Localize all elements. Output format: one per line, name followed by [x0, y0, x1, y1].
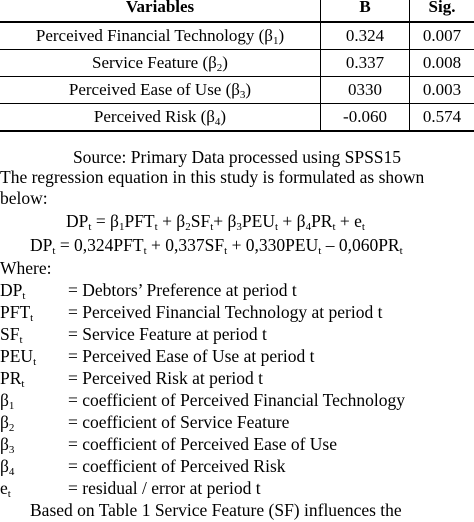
paragraph-line: below:	[0, 188, 48, 208]
table-header-row	[0, 0, 474, 22]
sig-cell: 0.574	[410, 104, 474, 132]
variable-cell: Perceived Ease of Use $(\beta_3)$	[0, 77, 321, 104]
header-sig: Sig.	[410, 0, 474, 22]
b-cell: 0.324	[321, 22, 410, 50]
header-b: B	[321, 0, 410, 22]
sig-cell: 0.008	[410, 50, 474, 77]
b-cell: 0.337	[321, 50, 410, 77]
where-label: Where:	[0, 258, 52, 278]
table-source-note: Source: Primary Data processed using SPSS15	[72, 147, 402, 167]
table-row	[0, 22, 474, 50]
variable-cell: Perceived Risk $(\beta_4)$	[0, 104, 321, 132]
paragraph-line: The regression equation in this study is formulated as shown	[0, 167, 425, 187]
sig-cell: 0.003	[410, 77, 474, 104]
regression-equation-estimated: $DP_t = 0,324PFT_t + 0,337SF_t + 0,330PEU_t - 0,060PR_t$	[30, 235, 403, 257]
paragraph-line: Based on Table 1 Service Feature (SF) influences the	[30, 500, 402, 520]
regression-equation-symbolic: $DP_t = \beta_1PFT_t + \beta_2SF_t+ \beta_3PEU_t + \beta_4PR_t + e_t$	[66, 211, 365, 233]
sig-cell: 0.007	[410, 22, 474, 50]
regression-results-table	[0, 0, 474, 132]
b-cell: -0.060	[321, 104, 410, 132]
table-row	[0, 104, 474, 132]
header-variables: Variables	[0, 0, 321, 22]
b-cell: 0330	[321, 77, 410, 104]
table-row	[0, 50, 474, 77]
variable-cell: Service Feature $(\beta_2)$	[0, 50, 321, 77]
variable-cell: Perceived Financial Technology $(\beta_1)$	[0, 22, 321, 50]
paper-page: Variables B Sig. Perceived Financial Technology $(\beta_1)$ 0.324 0.007 Service Feature $(\beta_2)$ 0.337 0.008 Perceived Ease of Use $(\beta_3)$ 0330 0.003 Perceived Risk $(\beta_4)$ -0.060 0.574 Source: Primary Data processed using SPSS15 The regression equation in this study is formulated as shown below: $DP_t = \beta_1PFT_t + \beta_2SF_t+ \beta_3PEU_t + \beta_4PR_t + e_t$ $DP_t = 0,324PFT_t + 0,337SF_t + 0,330PEU_t - 0,060PR_t$ Where: $DP_t$ = Debtors’ Preference at period t $PFT_t$ = Perceived Financial Technology at period t $SF_t$ = Service Feature at period t $PEU_t$ = Perceived Ease of Use at period t $PR_t$ = Perceived Risk at period t $\beta_1$ = coefficient of Perceived Financial Technology $\beta_2$ = coefficient of Service Feature $\beta_3$ = coefficient of Perceived Ease of Use $\beta_4$ = coefficient of Perceived Risk $e_t$ = residual / error at period t Based on Table 1 Service Feature (SF) influences the	[0, 0, 474, 522]
table-row	[0, 77, 474, 104]
